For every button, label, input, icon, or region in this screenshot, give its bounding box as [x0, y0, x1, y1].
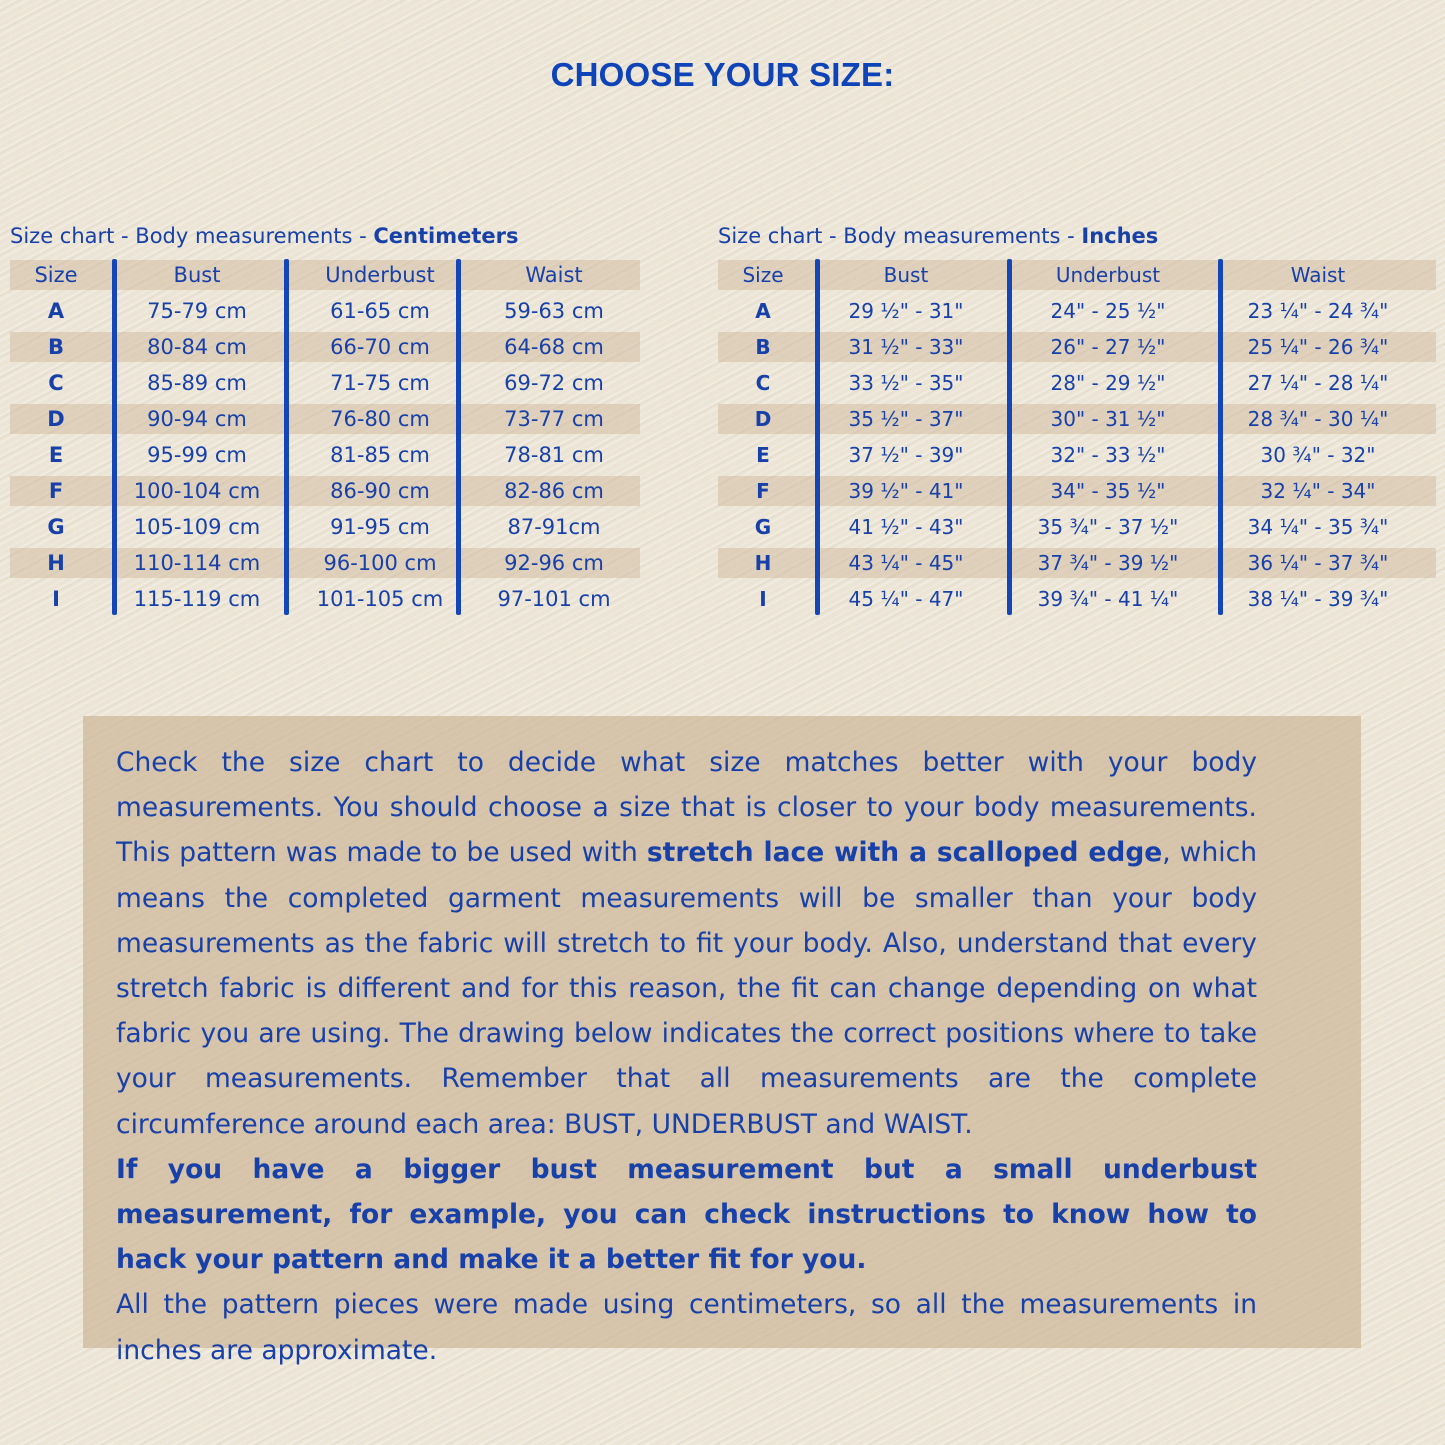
- caption-unit: Inches: [1081, 224, 1159, 248]
- size-label: H: [47, 551, 65, 575]
- measurement-cell: 85-89 cm: [147, 371, 247, 395]
- size-label: B: [47, 335, 64, 359]
- table-row: [10, 293, 640, 329]
- column-header: Underbust: [1055, 263, 1161, 287]
- measurement-cell: 34 ¼" - 35 ¾": [1247, 515, 1389, 539]
- measurement-cell: 29 ½" - 31": [848, 299, 964, 323]
- chart-caption: [718, 221, 1436, 251]
- table-row: [10, 401, 640, 437]
- size-chart-centimeters: [10, 221, 640, 617]
- measurement-cell: 34" - 35 ½": [1050, 479, 1166, 503]
- table-row: [718, 581, 1436, 617]
- table-row: [10, 365, 640, 401]
- measurement-cell: 31 ½" - 33": [848, 335, 964, 359]
- table-header-row: [718, 257, 1436, 293]
- table-row: [718, 545, 1436, 581]
- measurement-cell: 59-63 cm: [504, 299, 604, 323]
- measurement-cell: 30" - 31 ½": [1050, 407, 1166, 431]
- column-divider: [1218, 259, 1223, 615]
- caption-prefix: Size chart - Body measurements -: [10, 224, 374, 248]
- size-label: C: [48, 371, 64, 395]
- size-table: [718, 257, 1436, 617]
- measurement-cell: 78-81 cm: [504, 443, 604, 467]
- size-label: C: [755, 371, 771, 395]
- column-header: Bust: [883, 263, 929, 287]
- table-row: [718, 293, 1436, 329]
- note-paragraph-1: [116, 740, 1257, 1147]
- size-label: D: [754, 407, 772, 431]
- measurement-cell: 96-100 cm: [323, 551, 437, 575]
- measurement-cell: 97-101 cm: [497, 587, 611, 611]
- measurement-cell: 100-104 cm: [133, 479, 261, 503]
- table-row: [10, 581, 640, 617]
- table-row: [718, 473, 1436, 509]
- measurement-cell: 37 ½" - 39": [848, 443, 964, 467]
- measurement-cell: 23 ¼" - 24 ¾": [1247, 299, 1389, 323]
- measurement-cell: 45 ¼" - 47": [848, 587, 964, 611]
- size-label: E: [756, 443, 770, 467]
- measurement-cell: 25 ¼" - 26 ¾": [1247, 335, 1389, 359]
- measurement-cell: 80-84 cm: [147, 335, 247, 359]
- size-label: F: [48, 479, 64, 503]
- measurement-cell: 38 ¼" - 39 ¾": [1247, 587, 1389, 611]
- size-label: D: [47, 407, 65, 431]
- measurement-cell: 64-68 cm: [504, 335, 604, 359]
- size-table: [10, 257, 640, 617]
- note-emphasis: stretch lace with a scalloped edge: [646, 837, 1163, 869]
- column-header: Waist: [525, 263, 583, 287]
- note-emphasis: f you have a bigger bust measurement but a small underbust measurement, for example, you can check instructions to know how to hack your pattern and make it a better fit for you.: [116, 1153, 1257, 1276]
- measurement-cell: 81-85 cm: [330, 443, 430, 467]
- measurement-cell: 41 ½" - 43": [848, 515, 964, 539]
- measurement-cell: 73-77 cm: [504, 407, 604, 431]
- measurement-cell: 92-96 cm: [504, 551, 604, 575]
- table-row: [10, 329, 640, 365]
- column-divider: [1007, 259, 1012, 615]
- table-row: [718, 365, 1436, 401]
- measurement-cell: 24" - 25 ½": [1050, 299, 1166, 323]
- table-row: [718, 401, 1436, 437]
- table-header-row: [10, 257, 640, 293]
- size-chart-inches: [718, 221, 1436, 617]
- measurement-cell: 27 ¼" - 28 ¼": [1247, 371, 1389, 395]
- table-row: [10, 545, 640, 581]
- note-paragraph-2: [116, 1147, 1257, 1283]
- table-row: [10, 437, 640, 473]
- measurement-cell: 33 ½" - 35": [848, 371, 964, 395]
- table-row: [10, 473, 640, 509]
- measurement-cell: 101-105 cm: [316, 587, 444, 611]
- note-text: Check the size chart to decide what size matches better with your body measurements. You should choose a size that is closer to your body measurements. This pattern was made to be used with: [116, 747, 1257, 869]
- caption-unit: Centimeters: [373, 224, 519, 248]
- size-label: H: [754, 551, 772, 575]
- column-header: Bust: [173, 263, 221, 287]
- column-divider: [112, 259, 117, 615]
- column-divider: [284, 259, 289, 615]
- caption-prefix: Size chart - Body measurements -: [718, 224, 1082, 248]
- column-header: Size: [742, 263, 784, 287]
- measurement-cell: 28 ¾" - 30 ¼": [1247, 407, 1389, 431]
- measurement-cell: 39 ½" - 41": [848, 479, 964, 503]
- table-row: [10, 509, 640, 545]
- note-text: , which means the completed garment measurements will be smaller than your body measurements as the fabric will stretch to fit your body. Also, understand that every stretch fabric is different and for this reason, the fit can change depending on what fabric you are using. The drawing below indicates the correct positions where to take your measurements. Remember that all measurements are the complete circumference around each area: BUST, UNDERBUST and WAIST.: [116, 837, 1258, 1140]
- measurement-cell: 30 ¾" - 32": [1260, 443, 1376, 467]
- measurement-cell: 28" - 29 ½": [1050, 371, 1166, 395]
- measurement-cell: 32 ¼" - 34": [1260, 479, 1376, 503]
- measurement-cell: 87-91cm: [507, 515, 601, 539]
- measurement-cell: 69-72 cm: [504, 371, 604, 395]
- note-box: [83, 716, 1361, 1366]
- measurement-cell: 110-114 cm: [133, 551, 261, 575]
- measurement-cell: 91-95 cm: [330, 515, 430, 539]
- measurement-cell: 76-80 cm: [330, 407, 430, 431]
- measurement-cell: 37 ¾" - 39 ½": [1037, 551, 1179, 575]
- size-label: A: [47, 299, 65, 323]
- measurement-cell: 66-70 cm: [330, 335, 430, 359]
- note-lead-letter: I: [116, 1153, 126, 1185]
- size-label: E: [48, 443, 64, 467]
- table-row: [718, 329, 1436, 365]
- table-row: [718, 509, 1436, 545]
- measurement-cell: 26" - 27 ½": [1050, 335, 1166, 359]
- note-paragraph-3: All the pattern pieces were made using centimeters, so all the measurements in inches are approximate.: [116, 1289, 1257, 1366]
- size-label: A: [755, 299, 771, 323]
- chart-caption: [10, 221, 640, 251]
- column-header: Waist: [1290, 263, 1346, 287]
- measurement-cell: 35 ¾" - 37 ½": [1037, 515, 1179, 539]
- size-label: B: [755, 335, 771, 359]
- measurement-cell: 35 ½" - 37": [848, 407, 964, 431]
- size-label: G: [47, 515, 65, 539]
- measurement-cell: 90-94 cm: [147, 407, 247, 431]
- measurement-cell: 61-65 cm: [330, 299, 430, 323]
- measurement-cell: 86-90 cm: [330, 479, 430, 503]
- size-label: I: [52, 587, 60, 611]
- measurement-cell: 115-119 cm: [133, 587, 261, 611]
- size-label: F: [756, 479, 770, 503]
- column-divider: [815, 259, 820, 615]
- measurement-cell: 36 ¼" - 37 ¾": [1247, 551, 1389, 575]
- column-divider: [456, 259, 461, 615]
- measurement-cell: 32" - 33 ½": [1050, 443, 1166, 467]
- size-label: I: [759, 587, 767, 611]
- measurement-cell: 75-79 cm: [147, 299, 247, 323]
- measurement-cell: 43 ¼" - 45": [848, 551, 964, 575]
- column-header: Underbust: [325, 263, 435, 287]
- measurement-cell: 82-86 cm: [504, 479, 604, 503]
- page-title: CHOOSE YOUR SIZE:: [550, 56, 895, 93]
- size-label: G: [754, 515, 772, 539]
- column-header: Size: [34, 263, 78, 287]
- measurement-cell: 105-109 cm: [133, 515, 261, 539]
- measurement-cell: 95-99 cm: [147, 443, 247, 467]
- table-row: [718, 437, 1436, 473]
- measurement-cell: 71-75 cm: [330, 371, 430, 395]
- measurement-cell: 39 ¾" - 41 ¼": [1037, 587, 1179, 611]
